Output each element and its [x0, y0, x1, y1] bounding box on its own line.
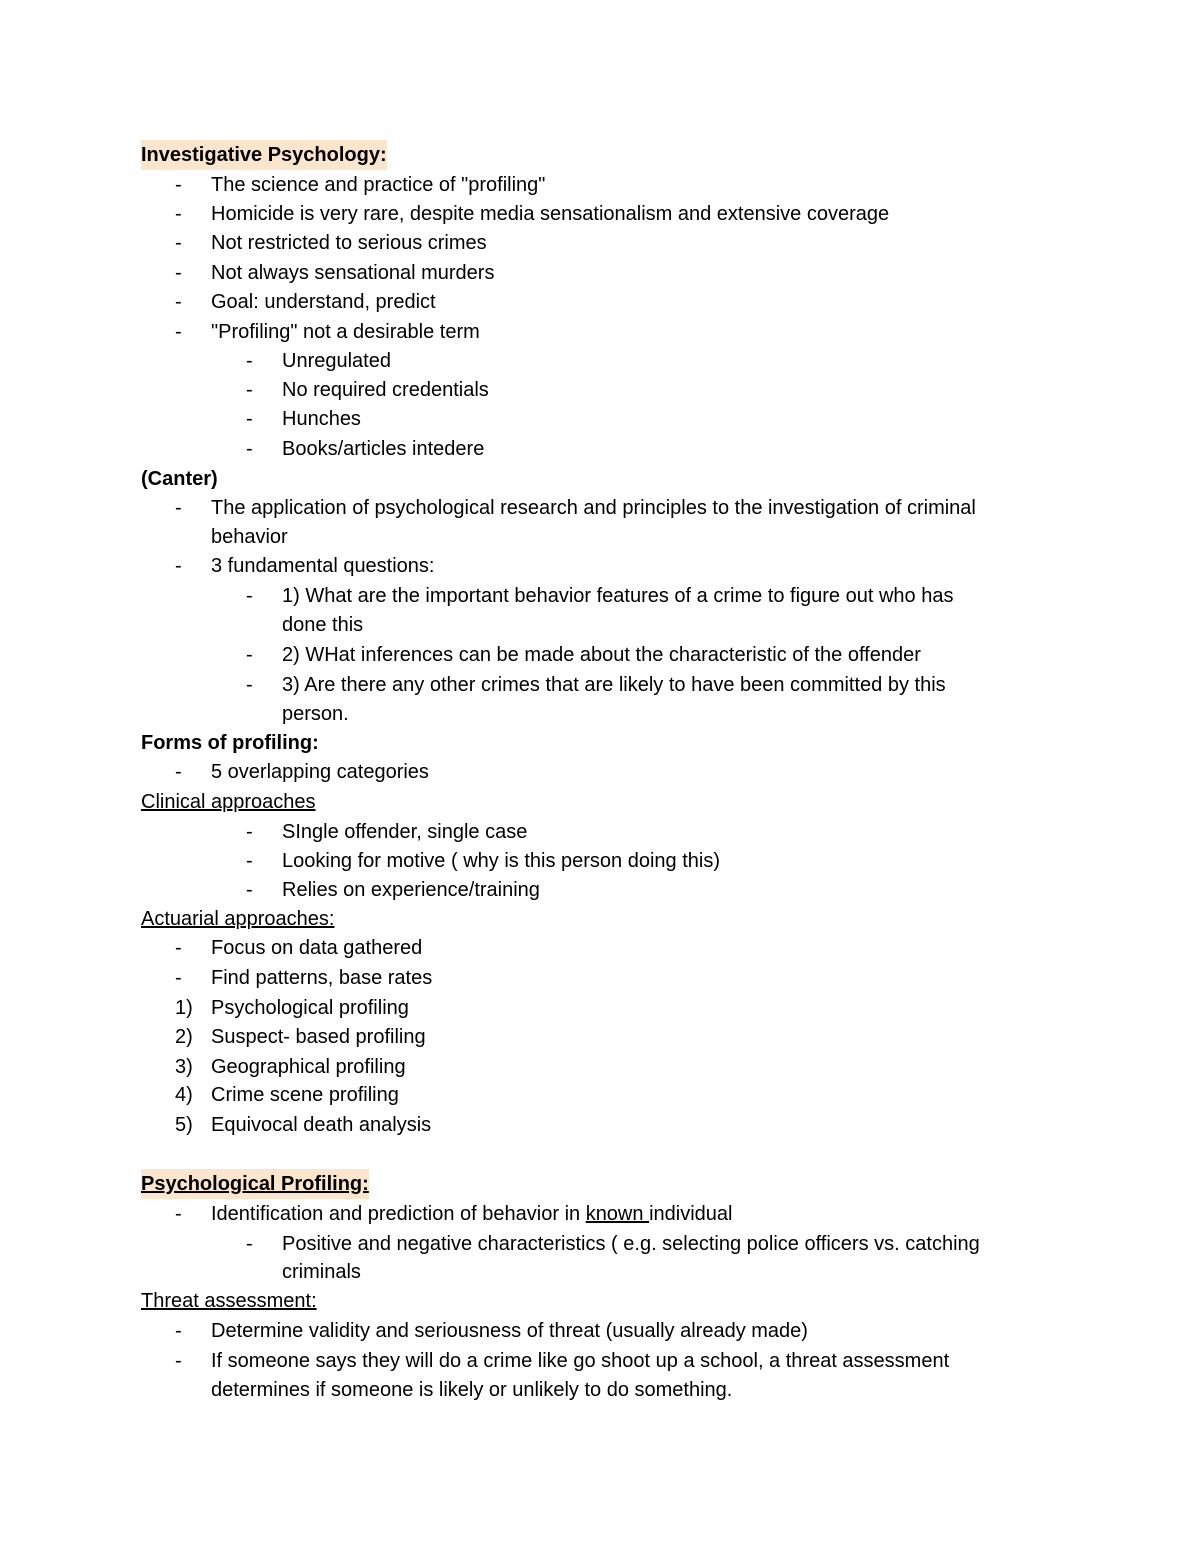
- number-marker: 1): [175, 997, 193, 1019]
- bullet-marker: -: [175, 291, 182, 313]
- subheading-actuarial-approaches: Actuarial approaches:: [141, 908, 335, 930]
- sub-list-item-text: done this: [282, 614, 364, 636]
- bullet-marker: -: [175, 555, 182, 577]
- heading-forms-of-profiling: Forms of profiling:: [141, 732, 319, 754]
- numbered-item: [0, 1052, 1200, 1082]
- list-item-text: Find patterns, base rates: [211, 967, 433, 989]
- list-item-text: The application of psychological research and principles to the investigation of criminal: [211, 497, 976, 519]
- list-item-text: 3 fundamental questions:: [211, 555, 435, 577]
- list-item-text: "Profiling" not a desirable term: [211, 321, 480, 343]
- text-segment: Identification and prediction of behavior in: [211, 1203, 586, 1225]
- sub-list-item-text: Looking for motive ( why is this person doing this): [282, 850, 720, 872]
- heading-canter: (Canter): [141, 468, 218, 490]
- sub-list-item: [0, 581, 1200, 611]
- bullet-marker: -: [175, 232, 182, 254]
- list-item: [0, 170, 1200, 200]
- bullet-marker: -: [175, 761, 182, 783]
- sub-list-item: [0, 640, 1200, 670]
- list-item-continuation: [0, 1375, 1200, 1405]
- sub-list-item: [0, 346, 1200, 376]
- list-item: [0, 551, 1200, 581]
- sub-list-item-continuation: [0, 610, 1200, 640]
- list-item: [0, 1199, 1200, 1229]
- bullet-marker: -: [246, 879, 253, 901]
- number-marker: 2): [175, 1026, 193, 1048]
- heading-psychological-profiling: Psychological Profiling:: [141, 1169, 369, 1199]
- number-marker: 4): [175, 1084, 193, 1106]
- sub-list-item: [0, 1229, 1200, 1259]
- list-item-text: 5 overlapping categories: [211, 761, 429, 783]
- numbered-item-text: Geographical profiling: [211, 1056, 406, 1078]
- list-item: [0, 963, 1200, 993]
- bullet-marker: -: [175, 937, 182, 959]
- number-marker: 5): [175, 1114, 193, 1136]
- bullet-marker: -: [175, 1320, 182, 1342]
- sub-list-item: [0, 875, 1200, 905]
- numbered-item: [0, 1022, 1200, 1052]
- bullet-marker: -: [175, 321, 182, 343]
- list-item-text: Goal: understand, predict: [211, 291, 436, 313]
- list-item: [0, 757, 1200, 787]
- list-item: [0, 199, 1200, 229]
- bullet-marker: -: [246, 644, 253, 666]
- subheading-row: [0, 787, 1200, 817]
- bullet-marker: -: [175, 174, 182, 196]
- bullet-marker: -: [246, 585, 253, 607]
- subheading-threat-assessment: Threat assessment:: [141, 1290, 317, 1312]
- list-item-text: determines if someone is likely or unlikely to do something.: [211, 1379, 733, 1401]
- sub-list-item: [0, 846, 1200, 876]
- list-item-text: Focus on data gathered: [211, 937, 423, 959]
- sub-list-item-continuation: [0, 699, 1200, 729]
- sub-list-item-text: person.: [282, 703, 349, 725]
- sub-list-item-text: Positive and negative characteristics ( e.g. selecting police officers vs. catching: [282, 1233, 980, 1255]
- list-item-text: The science and practice of "profiling": [211, 174, 546, 196]
- sub-list-item-continuation: [0, 1257, 1200, 1287]
- list-item-text: Not always sensational murders: [211, 262, 495, 284]
- numbered-item-text: Psychological profiling: [211, 997, 409, 1019]
- list-item-text: Determine validity and seriousness of threat (usually already made): [211, 1320, 808, 1342]
- bullet-marker: -: [246, 1233, 253, 1255]
- numbered-item: [0, 1080, 1200, 1110]
- sub-list-item-text: 3) Are there any other crimes that are likely to have been committed by this: [282, 674, 946, 696]
- sub-list-item-text: No required credentials: [282, 379, 489, 401]
- numbered-item: [0, 1110, 1200, 1140]
- bullet-marker: -: [246, 821, 253, 843]
- sub-list-item-text: Books/articles intedere: [282, 438, 485, 460]
- sub-list-item-text: criminals: [282, 1261, 361, 1283]
- list-item: [0, 287, 1200, 317]
- numbered-item-text: Equivocal death analysis: [211, 1114, 432, 1136]
- subheading-row: [0, 904, 1200, 934]
- sub-list-item-text: Unregulated: [282, 350, 391, 372]
- list-item-continuation: [0, 522, 1200, 552]
- list-item-text: If someone says they will do a crime like go shoot up a school, a threat assessment: [211, 1350, 950, 1372]
- sub-list-item: [0, 375, 1200, 405]
- heading-row: [0, 140, 1200, 170]
- subheading-clinical-approaches: Clinical approaches: [141, 791, 316, 813]
- bullet-marker: -: [175, 1350, 182, 1372]
- list-item: [0, 1346, 1200, 1376]
- list-item: [0, 493, 1200, 523]
- sub-list-item-text: Relies on experience/training: [282, 879, 540, 901]
- list-item: [0, 258, 1200, 288]
- bullet-marker: -: [246, 379, 253, 401]
- bullet-marker: -: [246, 438, 253, 460]
- number-marker: 3): [175, 1056, 193, 1078]
- bullet-marker: -: [246, 850, 253, 872]
- sub-list-item-text: SIngle offender, single case: [282, 821, 528, 843]
- list-item: [0, 228, 1200, 258]
- list-item-text: behavior: [211, 526, 288, 548]
- sub-list-item: [0, 670, 1200, 700]
- sub-list-item: [0, 817, 1200, 847]
- sub-list-item-text: Hunches: [282, 408, 361, 430]
- bullet-marker: -: [246, 408, 253, 430]
- sub-list-item: [0, 434, 1200, 464]
- heading-investigative-psychology: Investigative Psychology:: [141, 140, 387, 170]
- list-item: [0, 317, 1200, 347]
- heading-row: [0, 464, 1200, 494]
- sub-list-item: [0, 404, 1200, 434]
- numbered-item: [0, 993, 1200, 1023]
- bullet-marker: -: [175, 262, 182, 284]
- underlined-word-known: known: [585, 1203, 650, 1225]
- bullet-marker: -: [175, 203, 182, 225]
- bullet-marker: -: [175, 967, 182, 989]
- numbered-item-text: Suspect- based profiling: [211, 1026, 426, 1048]
- bullet-marker: -: [175, 1203, 182, 1225]
- heading-row: [0, 1169, 1200, 1199]
- bullet-marker: -: [175, 497, 182, 519]
- list-item: [0, 933, 1200, 963]
- sub-list-item-text: 2) WHat inferences can be made about the characteristic of the offender: [282, 644, 921, 666]
- bullet-marker: -: [246, 674, 253, 696]
- list-item: [0, 1316, 1200, 1346]
- heading-row: [0, 728, 1200, 758]
- subheading-row: [0, 1286, 1200, 1316]
- bullet-marker: -: [246, 350, 253, 372]
- list-item-text: Homicide is very rare, despite media sensationalism and extensive coverage: [211, 203, 890, 225]
- sub-list-item-text: 1) What are the important behavior features of a crime to figure out who has: [282, 585, 954, 607]
- list-item-text: [211, 1199, 732, 1229]
- text-segment: individual: [649, 1203, 733, 1225]
- list-item-text: Not restricted to serious crimes: [211, 232, 487, 254]
- numbered-item-text: Crime scene profiling: [211, 1084, 399, 1106]
